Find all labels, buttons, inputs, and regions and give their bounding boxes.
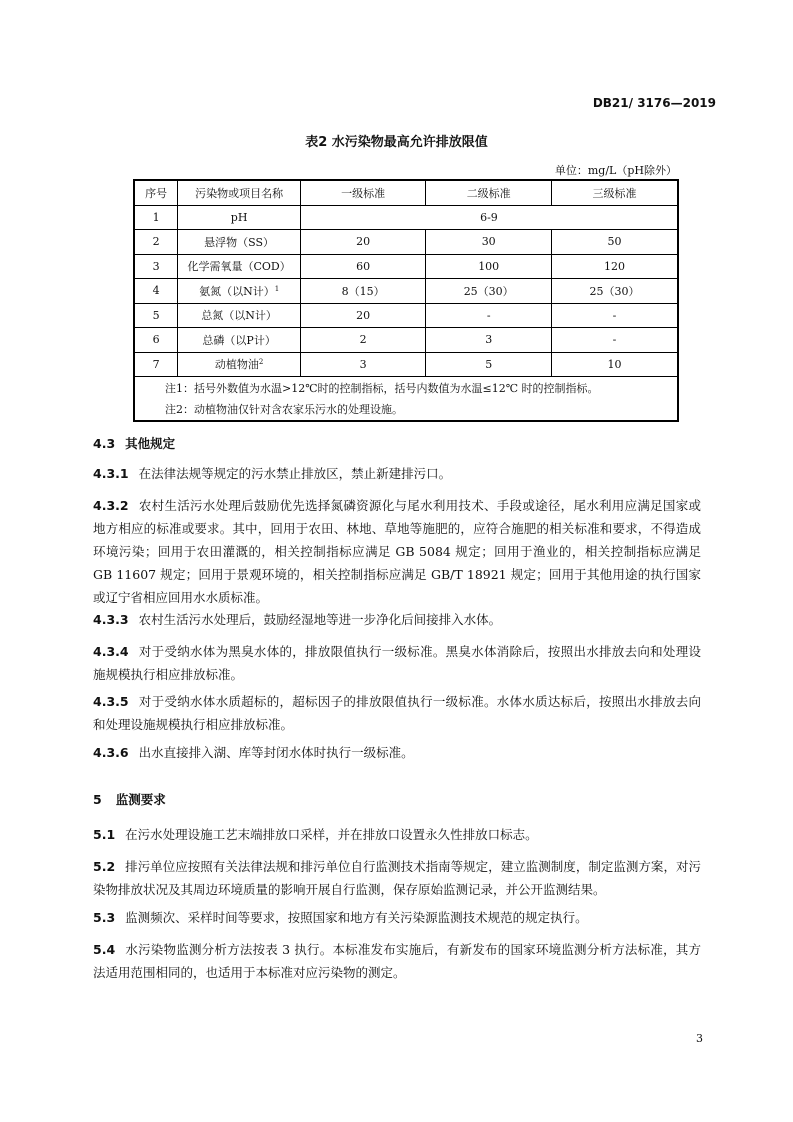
row-grade3: 25（30） [551, 279, 678, 304]
row-grade1: 60 [300, 254, 426, 279]
clause-number: 4.3.1 [93, 466, 129, 481]
pollutant-limits-table [133, 179, 679, 422]
table-row [134, 230, 678, 255]
section-number: 4.3 [93, 436, 116, 451]
row-no: 7 [134, 352, 178, 377]
clause-5-2 [93, 855, 701, 901]
row-grade1: 8（15） [300, 279, 426, 304]
row-grade3: - [551, 303, 678, 328]
table-title: 表2 水污染物最高允许排放限值 [305, 135, 488, 150]
clause-5-4 [93, 938, 701, 984]
row-no: 5 [134, 303, 178, 328]
section-number: 5 [93, 792, 102, 807]
clause-text: 在法律法规等规定的污水禁止排放区，禁止新建排污口。 [138, 466, 452, 481]
clause-number: 4.3.4 [93, 644, 129, 659]
row-grade2: 25（30） [426, 279, 552, 304]
row-pollutant [178, 352, 301, 377]
table-row [134, 279, 678, 304]
row-grade3: 50 [551, 230, 678, 255]
table-header-row [134, 180, 678, 205]
col-header-grade2: 二级标准 [426, 180, 552, 205]
clause-4-3-2 [93, 494, 701, 609]
table-unit: 单位：mg/L（pH除外） [554, 164, 677, 177]
clause-number: 5.2 [93, 859, 116, 874]
clause-number: 4.3.5 [93, 694, 129, 709]
clause-number: 5.3 [93, 910, 116, 925]
row-grade2: - [426, 303, 552, 328]
clause-number: 4.3.6 [93, 745, 129, 760]
row-grade1: 20 [300, 230, 426, 255]
row-pollutant: pH [178, 205, 301, 230]
clause-text: 监测频次、采样时间等要求，按照国家和地方有关污染源监测技术规范的规定执行。 [125, 910, 588, 925]
row-grade3: - [551, 328, 678, 353]
clause-number: 5.1 [93, 827, 116, 842]
footnote-ref: 1 [274, 284, 280, 293]
clause-5-1 [93, 823, 701, 846]
row-grade2: 100 [426, 254, 552, 279]
clause-number: 5.4 [93, 942, 116, 957]
row-grade1: 20 [300, 303, 426, 328]
clause-text: 对于受纳水体水质超标的，超标因子的排放限值执行一级标准。水体水质达标后，按照出水排放去向和处理设施规模执行相应排放标准。 [93, 694, 701, 732]
clause-4-3-5 [93, 690, 701, 736]
row-pollutant: 总氮（以N计） [178, 303, 301, 328]
row-grade1: 3 [300, 352, 426, 377]
col-header-no: 序号 [134, 180, 178, 205]
pollutant-name: 氨氮（以N计） [199, 284, 275, 298]
clause-number: 4.3.2 [93, 498, 129, 513]
row-grade2: 3 [426, 328, 552, 353]
table-row [134, 352, 678, 377]
row-pollutant [178, 279, 301, 304]
clause-text: 对于受纳水体为黑臭水体的，排放限值执行一级标准。黑臭水体消除后，按照出水排放去向和处理设施规模执行相应排放标准。 [93, 644, 701, 682]
row-no: 2 [134, 230, 178, 255]
page-number: 3 [696, 1032, 703, 1045]
clause-number: 4.3.3 [93, 612, 129, 627]
row-grade3: 120 [551, 254, 678, 279]
table-row [134, 303, 678, 328]
clause-text: 排污单位应按照有关法律法规和排污单位自行监测技术指南等规定，建立监测制度，制定监测方案，对污染物排放状况及其周边环境质量的影响开展自行监测，保存原始监测记录，并公开监测结果。 [93, 859, 701, 897]
row-grade3: 10 [551, 352, 678, 377]
clause-4-3-4 [93, 640, 701, 686]
table-row [134, 328, 678, 353]
row-merged-value: 6-9 [300, 205, 678, 230]
row-grade2: 5 [426, 352, 552, 377]
table-note-row [134, 399, 678, 422]
footnote-ref: 2 [258, 358, 264, 367]
clause-text: 农村生活污水处理后，鼓励经湿地等进一步净化后间接排入水体。 [138, 612, 502, 627]
section-heading-4-3 [93, 434, 175, 452]
table-row [134, 254, 678, 279]
section-heading-5 [93, 790, 166, 808]
table-row [134, 205, 678, 230]
row-no: 4 [134, 279, 178, 304]
row-no: 6 [134, 328, 178, 353]
row-pollutant: 悬浮物（SS） [178, 230, 301, 255]
table-note-1: 注1：括号外数值为水温>12℃时的控制指标，括号内数值为水温≤12℃ 时的控制指标。 [134, 377, 678, 399]
clause-4-3-3 [93, 608, 701, 631]
table-note-2: 注2：动植物油仅针对含农家乐污水的处理设施。 [134, 399, 678, 422]
clause-text: 出水直接排入湖、库等封闭水体时执行一级标准。 [138, 745, 414, 760]
clause-text: 在污水处理设施工艺末端排放口采样，并在排放口设置永久性排放口标志。 [125, 827, 538, 842]
row-no: 3 [134, 254, 178, 279]
table-note-row [134, 377, 678, 399]
row-no: 1 [134, 205, 178, 230]
clause-5-3 [93, 906, 701, 929]
col-header-grade1: 一级标准 [300, 180, 426, 205]
row-grade2: 30 [426, 230, 552, 255]
section-title: 其他规定 [125, 436, 176, 451]
row-pollutant: 化学需氧量（COD） [178, 254, 301, 279]
row-grade1: 2 [300, 328, 426, 353]
document-code: DB21/ 3176—2019 [592, 96, 716, 110]
clause-4-3-6 [93, 741, 701, 764]
pollutant-name: 动植物油 [214, 358, 259, 372]
section-title: 监测要求 [115, 792, 166, 807]
clause-text: 农村生活污水处理后鼓励优先选择氮磷资源化与尾水利用技术、手段或途径，尾水利用应满足国家或地方相应的标准或要求。其中，回用于农田、林地、草地等施肥的，应符合施肥的相关标准和要求，不得造成环境污染；回用于农田灌溉的，相关控制指标应满足 GB 5084 规定；回用于渔业的，相关控制指标应满足 GB 11607 规定；回用于景观环境的，相关控制指标应满足 GB/T 18921 规定；回用于其他用途的执行国家或辽宁省相应回用水水质标准。 [93, 498, 701, 605]
clause-4-3-1 [93, 462, 701, 485]
clause-text: 水污染物监测分析方法按表 3 执行。本标准发布实施后，有新发布的国家环境监测分析方法标准，其方法适用范围相同的，也适用于本标准对应污染物的测定。 [93, 942, 701, 980]
row-pollutant: 总磷（以P计） [178, 328, 301, 353]
col-header-grade3: 三级标准 [551, 180, 678, 205]
col-header-name: 污染物或项目名称 [178, 180, 301, 205]
